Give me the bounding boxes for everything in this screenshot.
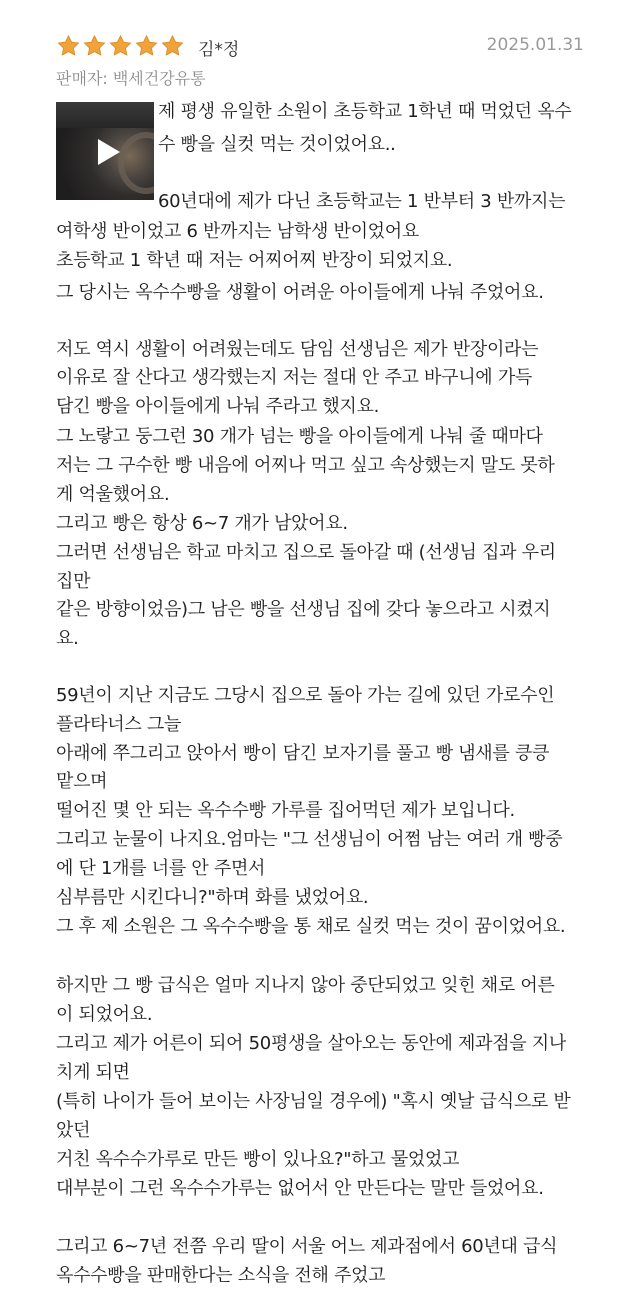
review-line: 담긴 빵을 아이들에게 나눠 주라고 했지요. — [56, 396, 380, 417]
review-line: 아래에 쭈그리고 앉아서 빵이 담긴 보자기를 풀고 빵 냄새를 킁킁 — [56, 743, 550, 764]
review-line: 요. — [56, 628, 79, 649]
star-icon — [134, 34, 159, 58]
play-icon[interactable] — [98, 139, 120, 165]
review-line: 그 노랗고 둥그런 30 개가 넘는 빵을 아이들에게 나눠 줄 때마다 — [56, 426, 543, 447]
review-line: 같은 방향이었음)그 남은 빵을 선생님 집에 갖다 놓으라고 시켰지 — [56, 599, 551, 620]
review-line: 수 빵을 실컷 먹는 것이었어요.. — [158, 134, 396, 155]
review-line: 플라타너스 그늘 — [56, 714, 182, 735]
review-line: 거친 옥수수가루로 만든 빵이 있나요?"하고 물었었고 — [56, 1149, 460, 1170]
review-line: 제 평생 유일한 소원이 초등학교 1학년 때 먹었던 옥수 — [158, 101, 572, 122]
review-header — [56, 34, 584, 60]
review-line: 집만 — [56, 571, 91, 592]
review-line: 그리고 빵은 항상 6~7 개가 남았어요. — [56, 513, 348, 534]
review-line: 그러면 선생님은 학교 마치고 집으로 돌아갈 때 (선생님 집과 우리 — [56, 542, 556, 563]
star-icon — [82, 34, 107, 58]
review-line: 그리고 제가 어른이 되어 50평생을 살아오는 동안에 제과점을 지나 — [56, 1033, 566, 1054]
review-line: 59년이 지난 지금도 그당시 집으로 돌아 가는 길에 있던 가로수인 — [56, 685, 555, 706]
review-line: 맡으며 — [56, 771, 108, 792]
review-line: 심부름만 시킨다니?"하며 화를 냈었어요. — [56, 887, 369, 908]
review-line: 았던 — [56, 1120, 91, 1141]
review-line: 그리고 6~7년 전쯤 우리 딸이 서울 어느 제과점에서 60년대 급식 — [56, 1236, 558, 1257]
review-line: 이 되었어요. — [56, 1004, 153, 1025]
review-line: 저는 그 구수한 빵 내음에 어찌나 먹고 싶고 속상했는지 말도 못하 — [56, 455, 555, 476]
review-line: 60년대에 제가 다닌 초등학교는 1 반부터 3 반까지는 — [158, 191, 566, 212]
review-line: 대부분이 그런 옥수수가루는 없어서 안 만든다는 말만 들었어요. — [56, 1178, 544, 1199]
review-line: 에 단 1개를 너를 안 주면서 — [56, 858, 266, 879]
review-video-thumbnail[interactable] — [56, 102, 154, 200]
review-line: 초등학교 1 학년 때 저는 어찌어찌 반장이 되었지요. — [56, 250, 453, 271]
review-line: 게 억울했어요. — [56, 484, 170, 505]
review-line: 저도 역시 생활이 어려웠는데도 담임 선생님은 제가 반장이라는 — [56, 339, 539, 360]
star-rating — [56, 34, 185, 58]
reviewer-name: 김*정 — [198, 40, 240, 60]
review-line: 그리고 눈물이 나지요.엄마는 "그 선생님이 어쩜 남는 여러 개 빵중 — [56, 829, 563, 850]
review-line: 그 당시는 옥수수빵을 생활이 어려운 아이들에게 나눠 주었어요. — [56, 282, 544, 303]
review-line: 이유로 잘 산다고 생각했는지 저는 절대 안 주고 바구니에 가득 — [56, 367, 532, 388]
review-line: 치게 되면 — [56, 1062, 130, 1083]
review-line: (특히 나이가 들어 보이는 사장님일 경우에) "혹시 옛날 급식으로 받 — [56, 1091, 571, 1112]
review-date: 2025.01.31 — [486, 35, 584, 55]
star-icon — [108, 34, 133, 58]
star-icon — [56, 34, 81, 58]
review-line: 떨어진 몇 안 되는 옥수수빵 가루를 집어먹던 제가 보입니다. — [56, 800, 515, 821]
review-line: 옥수수빵을 판매한다는 소식을 전해 주었고 — [56, 1265, 386, 1286]
review-line: 하지만 그 빵 급식은 얼마 지나지 않아 중단되었고 잊힌 채로 어른 — [56, 975, 555, 996]
review-line: 여학생 반이었고 6 반까지는 남학생 반이었어요 — [56, 221, 419, 242]
star-icon — [160, 34, 185, 58]
review-line: 그 후 제 소원은 그 옥수수빵을 통 채로 실컷 먹는 것이 꿈이었어요. — [56, 916, 566, 937]
seller-name: 판매자: 백세건강유통 — [56, 69, 206, 88]
